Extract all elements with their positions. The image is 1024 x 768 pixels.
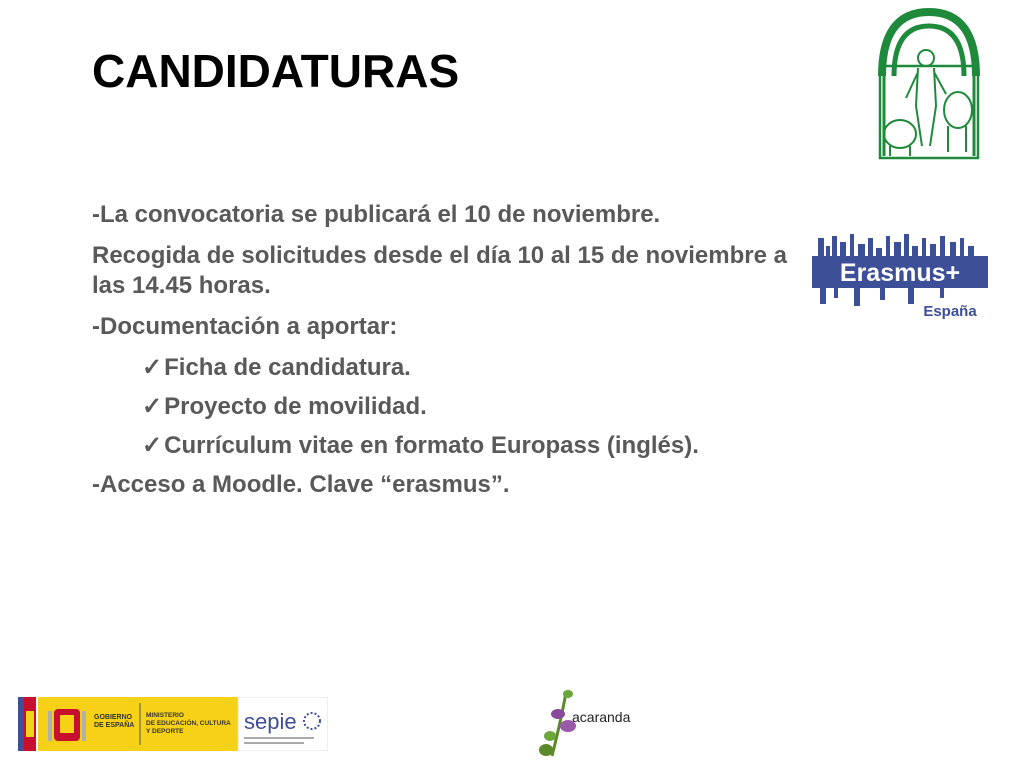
gobierno-sepie-logo bbox=[18, 697, 328, 751]
junta-andalucia-logo bbox=[876, 6, 982, 162]
svg-text:GOBIERNODE ESPAÑA: GOBIERNO DE ESPAÑA bbox=[94, 714, 135, 729]
checklist-item: ✓Proyecto de movilidad. bbox=[142, 393, 427, 420]
text-line-documentacion: -Documentación a aportar: bbox=[92, 313, 398, 340]
text-line-recogida: Recogida de solicitudes desde el día 10 al 15 de noviembre a las 14.45 horas. bbox=[92, 242, 787, 299]
slide-body bbox=[92, 200, 792, 511]
jacaranda-logo bbox=[528, 686, 648, 762]
erasmus-plus-logo bbox=[810, 232, 990, 322]
jacaranda-wordmark: acaranda bbox=[572, 709, 631, 725]
text-line-convocatoria: -La convocatoria se publicará el 10 de noviembre. bbox=[92, 201, 661, 228]
checklist-item: ✓Currículum vitae en formato Europass (inglés). bbox=[142, 432, 699, 459]
checklist-item: ✓Ficha de candidatura. bbox=[142, 354, 411, 381]
sepie-wordmark: sepie bbox=[244, 709, 297, 734]
text-line-moodle: -Acceso a Moodle. Clave “erasmus”. bbox=[92, 471, 510, 498]
slide-title: CANDIDATURAS bbox=[92, 45, 460, 97]
svg-text:MINISTERIODE EDUCACIÓN, CULTUR: MINISTERIO DE EDUCACIÓN, CULTURA Y DEPORTE bbox=[146, 712, 231, 735]
erasmus-country: España bbox=[923, 303, 977, 320]
checkmark-icon: ✓ bbox=[142, 354, 163, 381]
erasmus-wordmark: Erasmus+ bbox=[839, 259, 961, 287]
checkmark-icon: ✓ bbox=[142, 432, 163, 459]
checkmark-icon: ✓ bbox=[142, 393, 163, 420]
